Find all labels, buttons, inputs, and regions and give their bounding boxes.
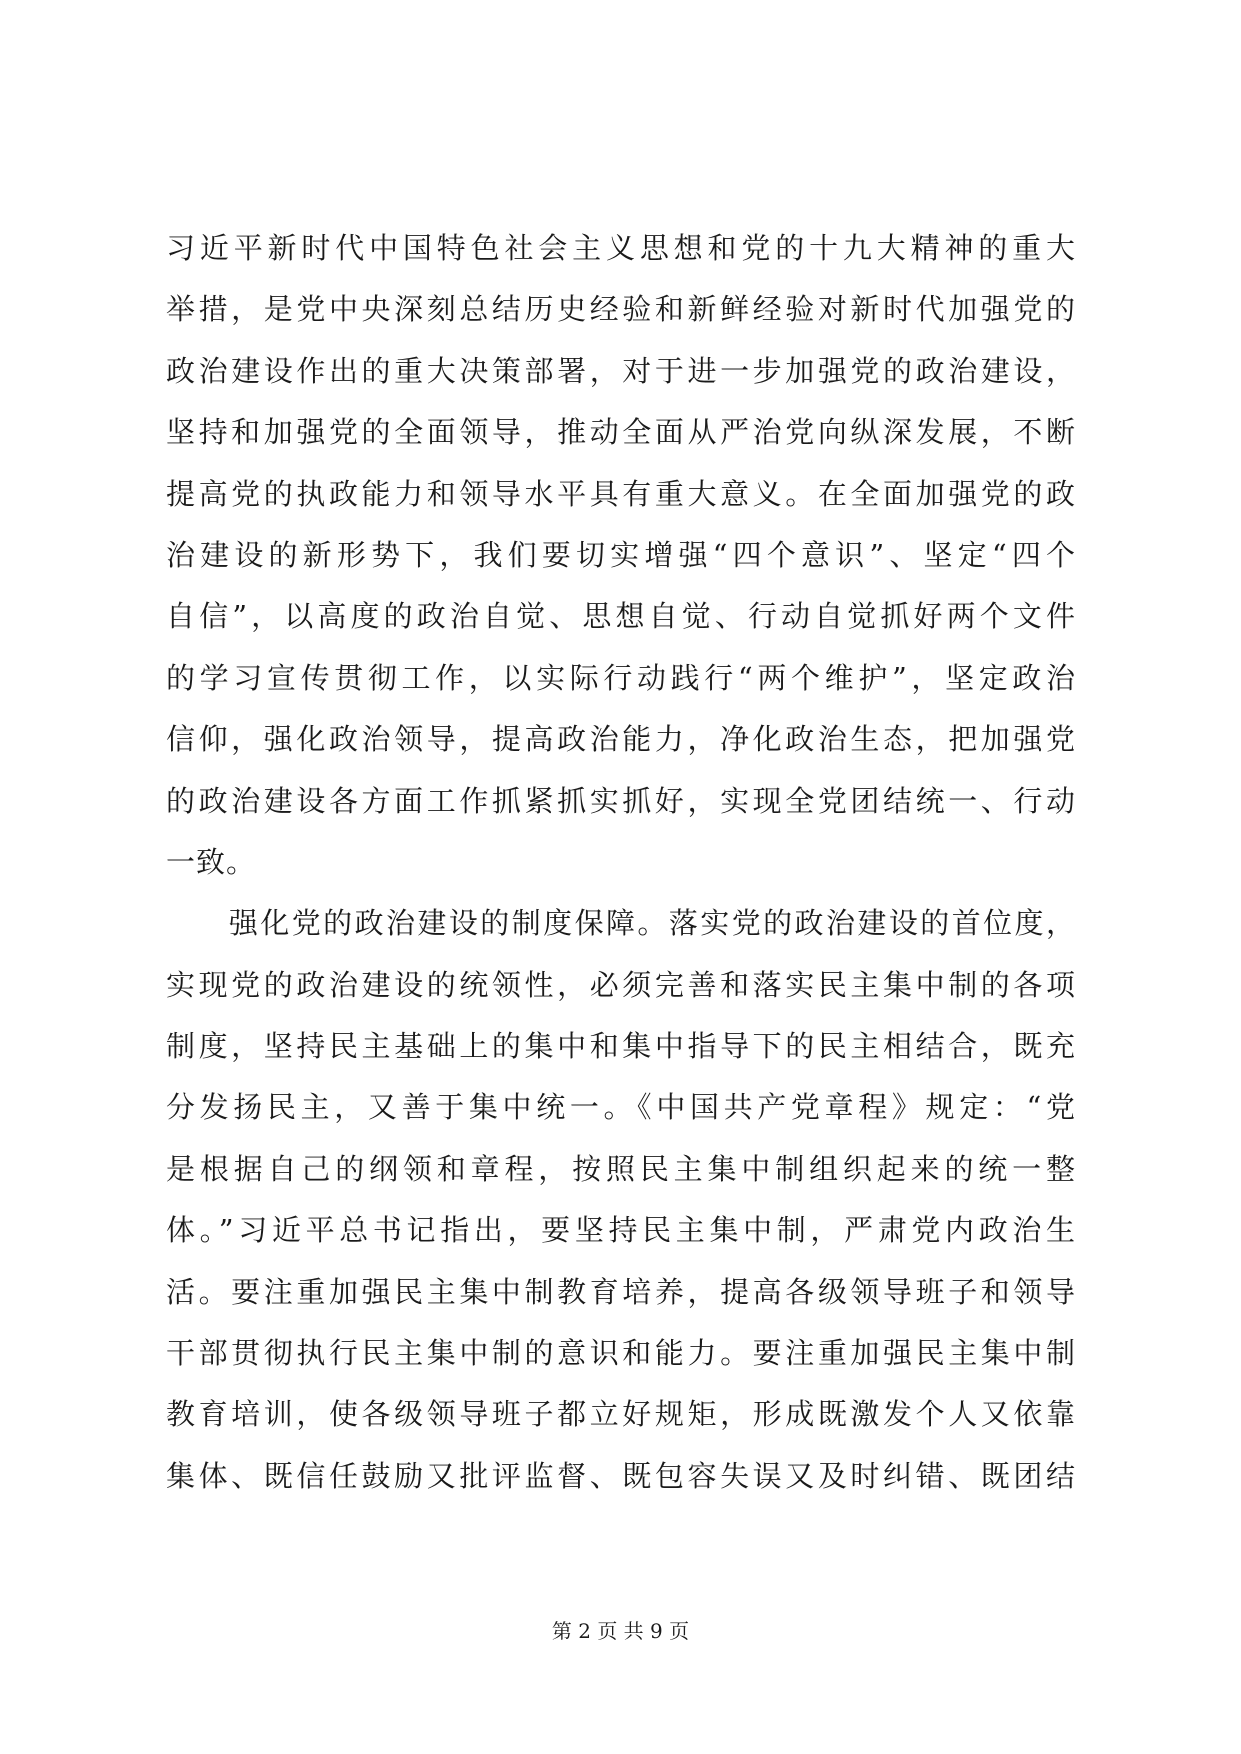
text-line: 信仰，强化政治领导，提高政治能力，净化政治生态，把加强党 (166, 722, 1076, 757)
text-line: 的学习宣传贯彻工作，以实际行动践行“两个维护”，坚定政治 (166, 660, 1076, 695)
paragraph-end-line: 一致。 (166, 844, 257, 879)
text-line: 举措，是党中央深刻总结历史经验和新鲜经验对新时代加强党的 (166, 292, 1076, 327)
text-line: 集体、既信任鼓励又批评监督、既包容失误又及时纠错、既团结 (166, 1458, 1076, 1493)
paragraph-first-line: 强化党的政治建设的制度保障。落实党的政治建设的首位度， (166, 906, 1076, 941)
text-line: 提高党的执政能力和领导水平具有重大意义。在全面加强党的政 (166, 476, 1076, 511)
text-line: 习近平新时代中国特色社会主义思想和党的十九大精神的重大 (166, 231, 1076, 265)
text-line: 是根据自己的纲领和章程，按照民主集中制组织起来的统一整 (166, 1151, 1076, 1186)
text-line: 教育培训，使各级领导班子都立好规矩，形成既激发个人又依靠 (166, 1397, 1076, 1432)
text-line: 分发扬民主，又善于集中统一。《中国共产党章程》规定：“党 (166, 1090, 1076, 1125)
text-line: 制度，坚持民主基础上的集中和集中指导下的民主相结合，既充 (166, 1029, 1076, 1064)
text-line: 治建设的新形势下，我们要切实增强“四个意识”、坚定“四个 (166, 537, 1076, 572)
text-line: 政治建设作出的重大决策部署，对于进一步加强党的政治建设， (166, 353, 1076, 388)
text-line: 实现党的政治建设的统领性，必须完善和落实民主集中制的各项 (166, 967, 1076, 1002)
text-line: 坚持和加强党的全面领导，推动全面从严治党向纵深发展，不断 (166, 415, 1076, 450)
text-line: 的政治建设各方面工作抓紧抓实抓好，实现全党团结统一、行动 (166, 783, 1076, 818)
text-line: 干部贯彻执行民主集中制的意识和能力。要注重加强民主集中制 (166, 1336, 1076, 1371)
text-line: 自信”，以高度的政治自觉、思想自觉、行动自觉抓好两个文件 (166, 599, 1076, 634)
text-line: 活。要注重加强民主集中制教育培养，提高各级领导班子和领导 (166, 1274, 1076, 1309)
document-body (166, 226, 1076, 1515)
page-footer: 第 2 页 共 9 页 (551, 1619, 690, 1643)
text-line: 体。”习近平总书记指出，要坚持民主集中制，严肃党内政治生 (166, 1213, 1076, 1248)
